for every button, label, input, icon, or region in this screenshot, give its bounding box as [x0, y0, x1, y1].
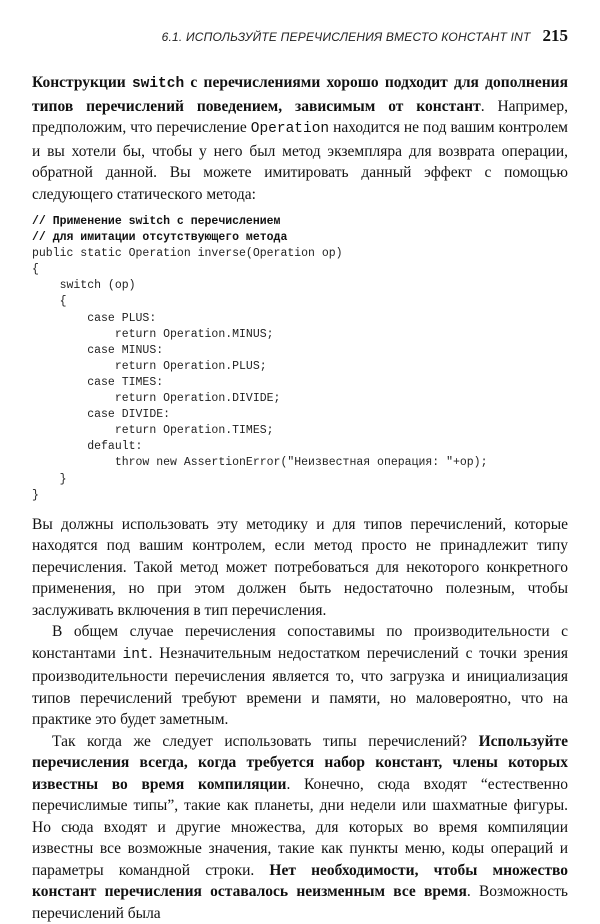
code-line: default:: [32, 440, 143, 454]
bold-phrase: Конструкции switch с перечислениями хорошо подходит для дополнения типов перечислений поведением, зависимым от констант: [32, 74, 568, 115]
code-line: }: [32, 488, 39, 502]
inline-code-switch: switch: [131, 76, 185, 92]
paragraph-switch-intro: Конструкции switch с перечислениями хорошо подходит для дополнения типов перечислений поведением, зависимым от констант. Например, предположим, что перечисление Operation находится не под вашим контролем и вы хотели бы, чтобы у него был метод экземпляра для возврата операции, обратной данной. Вы можете имитировать данный эффект с помощью следующего статического метода:: [32, 74, 568, 203]
code-listing: [32, 214, 568, 504]
bold-phrase: Нет необходимости, чтобы множество констант перечисления оставалось неизменным все время: [32, 861, 568, 901]
code-line: throw new AssertionError("Неизвестная операция: "+op);: [32, 456, 488, 470]
running-header: [32, 26, 568, 50]
code-line: {: [32, 295, 67, 309]
code-line: {: [32, 263, 39, 277]
code-line: // для имитации отсутствующего метода: [32, 231, 288, 245]
code-line: return Operation.TIMES;: [32, 424, 274, 438]
code-line: case DIVIDE:: [32, 408, 171, 422]
code-line: case MINUS:: [32, 343, 164, 357]
code-line: case TIMES:: [32, 375, 164, 389]
page-body: [32, 72, 568, 924]
code-line: // Применение switch с перечислением: [32, 215, 281, 228]
inline-code-operation: Operation: [250, 121, 330, 137]
inline-code-int: int: [122, 646, 149, 663]
bold-phrase: Используйте перечисления всегда, когда требуется набор констант, члены которых известны во время компиляции: [32, 732, 568, 793]
page-number: 215: [542, 26, 568, 45]
code-line: case PLUS:: [32, 311, 157, 325]
paragraph-performance: В общем случае перечисления сопоставимы по производительности с константами int. Незначительным недостатком перечислений с точки зрения производительности перечисления является то, что загрузка и инициализация типов перечислений требуют времени и памяти, но маловероятно, что на практике это будет заметным.: [32, 623, 568, 729]
code-line: return Operation.MINUS;: [32, 327, 274, 341]
paragraph-when-to-use: Так когда же следует использовать типы перечислений? Используйте перечисления всегда, когда требуется набор констант, члены которых известны во время компиляции. Конечно, сюда входят “естественно перечислимые типы”, такие как планеты, дни недели или шахматные фигуры. Но сюда входят и другие множества, для которых во время компиляции известны все возможные значения, такие как пункты меню, коды операций и параметры командной строки. Нет необходимости, чтобы множество констант перечисления оставалось неизменным все время. Возможность перечислений была: [32, 732, 568, 922]
code-line: return Operation.PLUS;: [32, 359, 267, 373]
code-line: public static Operation inverse(Operation op): [32, 247, 343, 261]
code-line: return Operation.DIVIDE;: [32, 392, 281, 406]
code-line: switch (op): [32, 279, 136, 293]
running-title: 6.1. ИСПОЛЬЗУЙТЕ ПЕРЕЧИСЛЕНИЯ ВМЕСТО КОНСТАНТ INT: [161, 30, 531, 44]
code-line: }: [32, 472, 67, 486]
paragraph-own-enums: Вы должны использовать эту методику и для типов перечислений, которые находятся под вашим контролем, если метод просто не принадлежит типу перечисления. Такой метод может потребоваться для некоторого конкретного применения, но при этом должен быть недостаточно полезным, чтобы заслуживать включения в тип перечисления.: [32, 515, 568, 619]
